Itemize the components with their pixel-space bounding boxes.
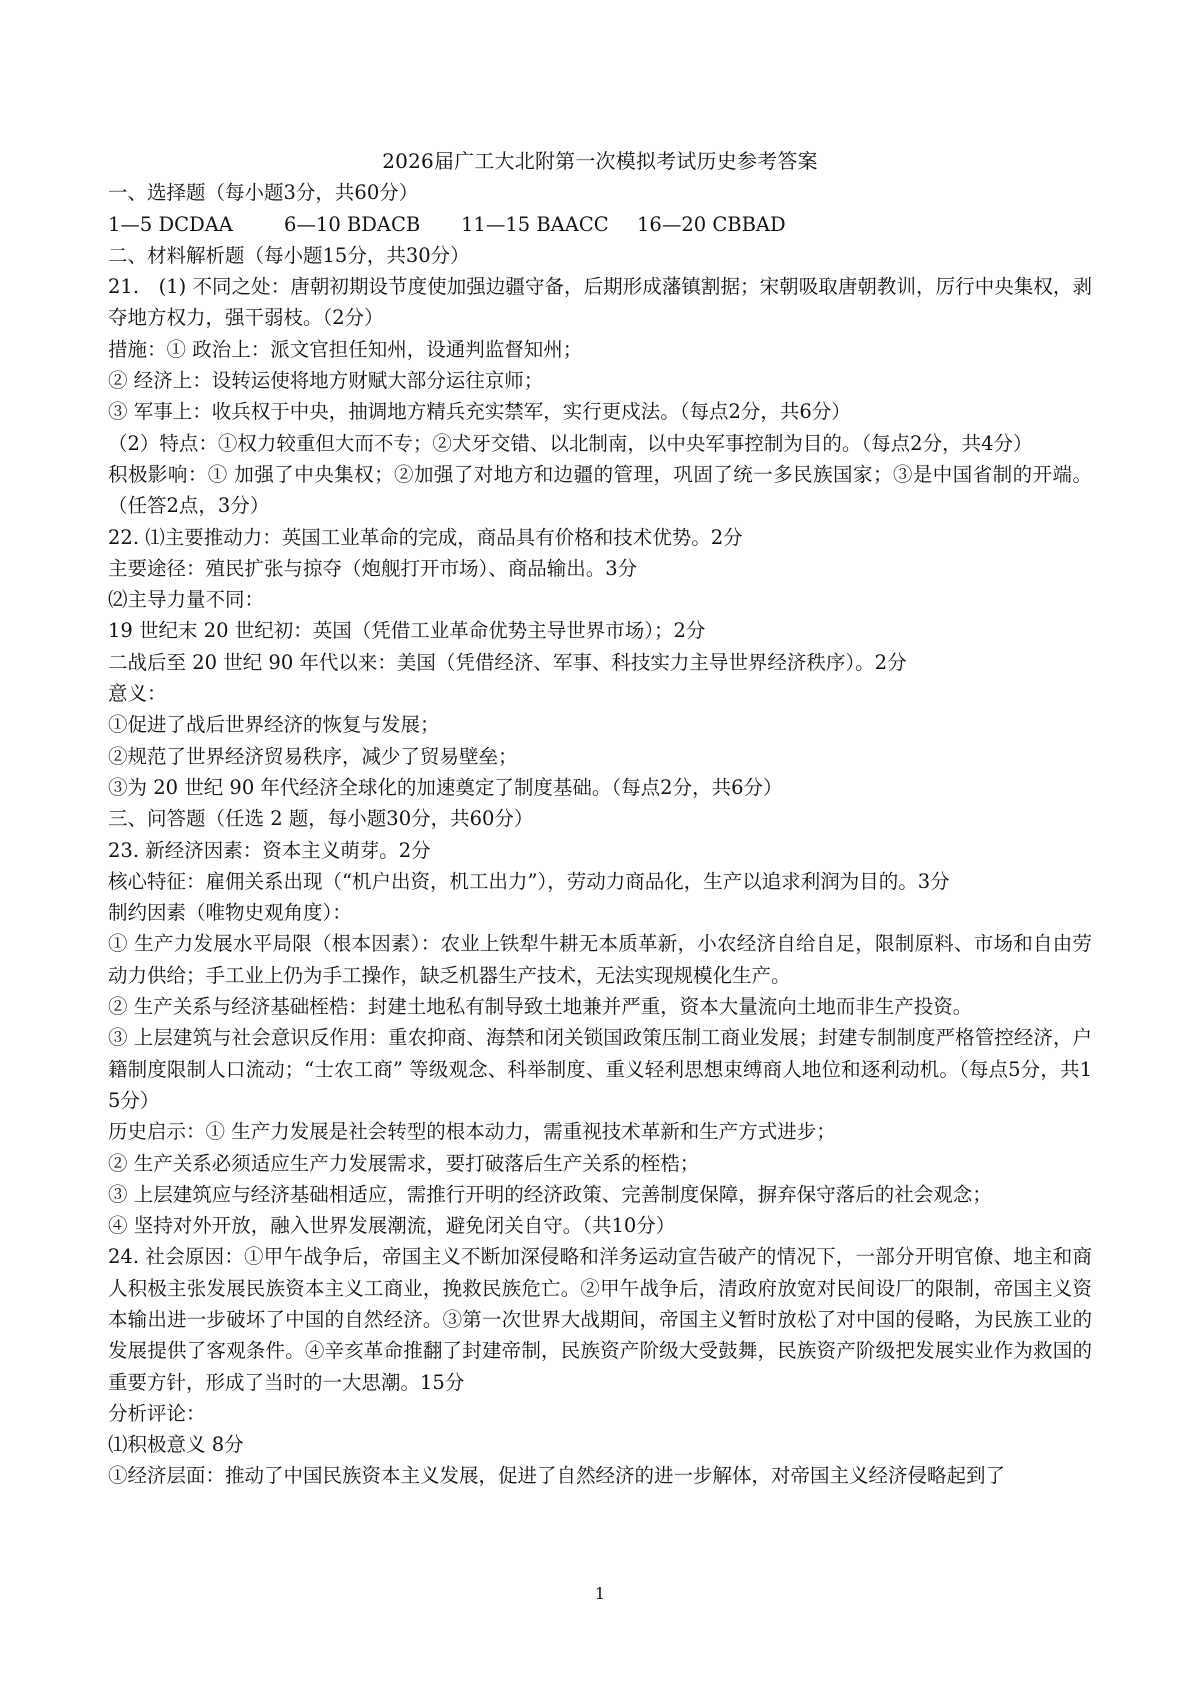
answer-line: 意义： — [108, 682, 167, 706]
answer-line: ⑴积极意义 8分 — [108, 1433, 244, 1457]
answer-line: 制约因素（唯物史观角度）： — [108, 901, 352, 925]
section-heading: 二、材料解析题（每小题15分，共30分） — [108, 243, 470, 267]
page-title: 2026届广工大北附第一次模拟考试历史参考答案 — [382, 149, 818, 173]
answer-paragraph: ① 生产力发展水平局限（根本因素）：农业上铁犁牛耕无本质革新，小农经济自给自足，限制原料、市场和自由劳动力供给；手工业上仍为手工操作，缺乏机器生产技术，无法实现规模化生产。 — [108, 932, 1092, 987]
answer-line: ④ 坚持对外开放，融入世界发展潮流，避免闭关自守。（共10分） — [108, 1214, 676, 1238]
answer-paragraph: （2）特点：①权力较重但大而不专；②犬牙交错、以北制南，以中央军事控制为目的。（每点2分，共4分） — [108, 431, 1033, 455]
answer-line: ② 生产关系必须适应生产力发展需求，要打破落后生产关系的桎梏； — [108, 1151, 700, 1175]
answer-line: ①经济层面：推动了中国民族资本主义发展，促进了自然经济的进一步解体，对帝国主义经济侵略起到了 — [108, 1464, 1006, 1488]
answer-line: 核心特征：雇佣关系出现（“机户出资，机工出力”），劳动力商品化，生产以追求利润为目的。3分 — [108, 869, 950, 893]
answer-line: 23. 新经济因素：资本主义萌芽。2分 — [108, 838, 431, 862]
answer-line: 22. ⑴主要推动力：英国工业革命的完成，商品具有价格和技术优势。2分 — [108, 525, 743, 549]
answer-line: 分析评论： — [108, 1401, 206, 1425]
answer-line: 主要途径：殖民扩张与掠夺（炮舰打开市场）、商品输出。3分 — [108, 556, 638, 580]
answer-group: 1—5 DCDAA — [108, 212, 233, 236]
answer-paragraph: 积极影响：① 加强了中央集权；②加强了对地方和边疆的管理，巩固了统一多民族国家；③是中国省制的开端。（任答2点，3分） — [108, 462, 1092, 518]
answer-line: ③ 上层建筑应与经济基础相适应，需推行开明的经济政策、完善制度保障，摒弃保守落后的社会观念； — [108, 1182, 992, 1206]
answer-paragraph: 24. 社会原因：①甲午战争后，帝国主义不断加深侵略和洋务运动宣告破产的情况下，一部分开明官僚、地主和商人积极主张发展民族资本主义工商业，挽救民族危亡。②甲午战争后，清政府放宽对民间设厂的限制，帝国主义资本输出进一步破坏了中国的自然经济。③第一次世界大战期间，帝国主义暂时放松了对中国的侵略，为民族工业的发展提供了客观条件。④辛亥革命推翻了封建帝制，民族资产阶级大受鼓舞，民族资产阶级把发展实业作为救国的重要方针，形成了当时的一大思潮。15分 — [108, 1245, 1092, 1394]
answer-group: 6—10 BDACB — [284, 212, 421, 236]
answer-line: 二战后至 20 世纪 90 年代以来：美国（凭借经济、军事、科技实力主导世界经济秩序）。2分 — [108, 650, 907, 674]
answer-line: ② 经济上：设转运使将地方财赋大部分运往京师； — [108, 369, 544, 393]
answer-line: ② 生产关系与经济基础桎梏：封建土地私有制导致土地兼并严重，资本大量流向土地而非生产投资。 — [108, 995, 973, 1019]
answer-line: ②规范了世界经济贸易秩序，减少了贸易壁垒； — [108, 744, 518, 768]
answer-line: ⑵主导力量不同： — [108, 588, 265, 612]
answer-line: ③ 军事上：收兵权于中央，抽调地方精兵充实禁军，实行更戍法。（每点2分，共6分） — [108, 400, 851, 424]
answer-sheet — [108, 146, 1092, 1492]
answer-paragraph: 21. (1) 不同之处：唐朝初期设节度使加强边疆守备，后期形成藩镇割据；宋朝吸取唐朝教训，厉行中央集权，剥夺地方权力，强干弱枝。（2分） — [108, 275, 1092, 330]
answer-paragraph: ③ 上层建筑与社会意识反作用：重农抑商、海禁和闭关锁国政策压制工商业发展；封建专制制度严格管控经济，户籍制度限制人口流动；“士农工商” 等级观念、科举制度、重义轻利思想束缚商人地位和逐利动机。（每点5分，共15分） — [108, 1026, 1092, 1112]
answer-group: 16—20 CBBAD — [637, 212, 786, 236]
page-number: 1 — [594, 1584, 606, 1603]
answer-line: 历史启示：① 生产力发展是社会转型的根本动力，需重视技术革新和生产方式进步； — [108, 1120, 836, 1144]
answer-line: ①促进了战后世界经济的恢复与发展； — [108, 713, 440, 737]
choice-answers — [108, 209, 1092, 240]
section-heading: 三、问答题（任选 2 题，每小题30分，共60分） — [108, 807, 534, 831]
answer-line: 措施：① 政治上：派文官担任知州，设通判监督知州； — [108, 337, 583, 361]
answer-line: ③为 20 世纪 90 年代经济全球化的加速奠定了制度基础。（每点2分，共6分） — [108, 775, 783, 799]
answer-line: 19 世纪末 20 世纪初：英国（凭借工业革命优势主导世界市场）；2分 — [108, 619, 706, 643]
answer-group: 11—15 BAACC — [461, 212, 609, 236]
section-heading: 一、选择题（每小题3分，共60分） — [108, 181, 419, 205]
